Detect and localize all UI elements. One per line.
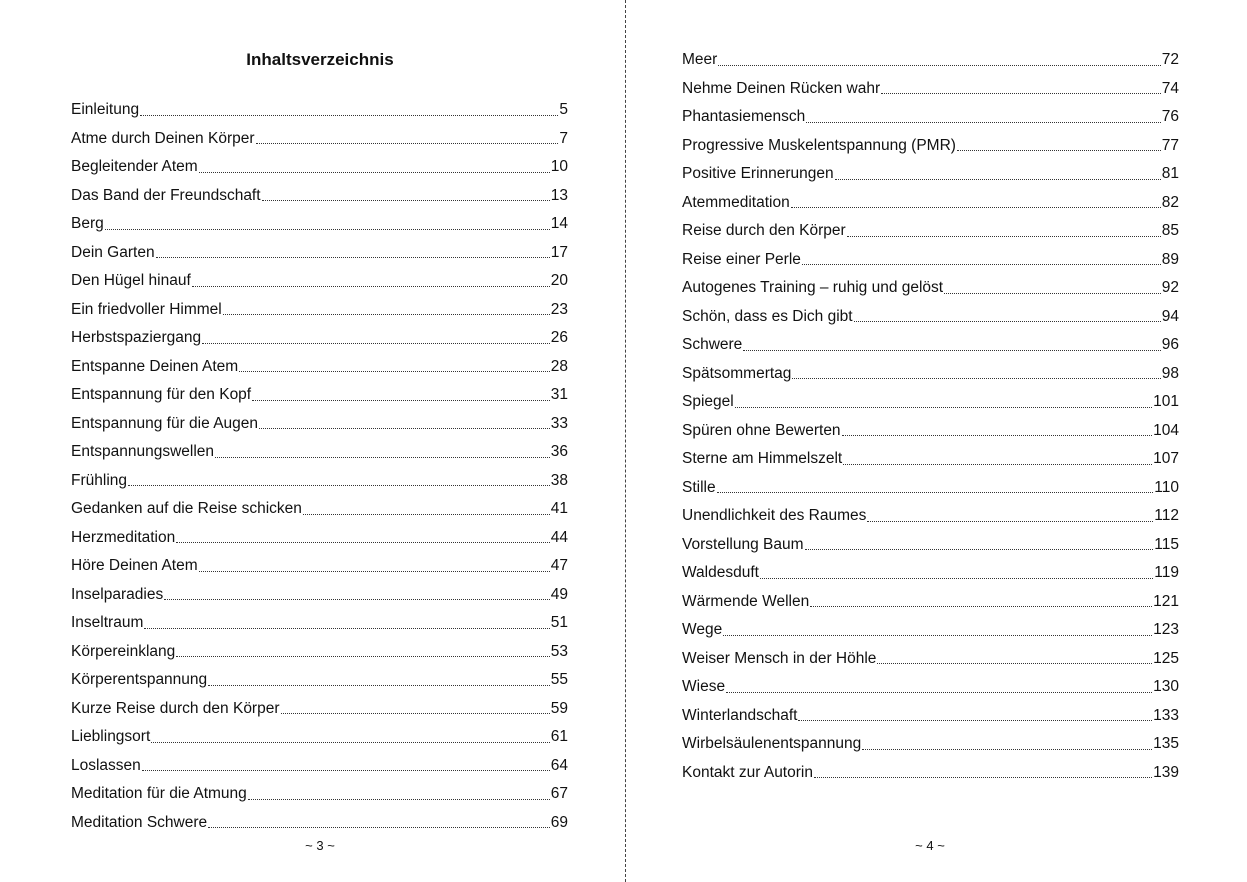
toc-entry-title: Atemmeditation xyxy=(682,193,790,211)
dot-leader xyxy=(944,293,1161,294)
toc-entry-title: Einleitung xyxy=(71,101,140,118)
toc-entry xyxy=(71,96,568,125)
dot-leader xyxy=(843,464,1152,465)
toc-entry-title: Kontakt zur Autorin xyxy=(682,763,813,781)
toc-entry-title: Herbstspaziergang xyxy=(71,329,202,346)
right-page xyxy=(627,0,1247,882)
toc-entry xyxy=(682,331,1179,360)
toc-entry xyxy=(71,125,568,154)
toc-entry-title: Lieblingsort xyxy=(71,728,151,745)
dot-leader xyxy=(262,200,550,201)
toc-entry xyxy=(682,388,1179,417)
dot-leader xyxy=(717,492,1154,493)
toc-entry xyxy=(71,296,568,325)
dot-leader xyxy=(735,407,1152,408)
toc-entry-page: 13 xyxy=(550,186,568,204)
toc-entry-title: Unendlichkeit des Raumes xyxy=(682,507,867,524)
toc-entry-page: 44 xyxy=(550,528,568,546)
toc-entry xyxy=(682,417,1179,446)
toc-entry-title: Ein friedvoller Himmel xyxy=(71,300,222,318)
dot-leader xyxy=(718,65,1160,66)
toc-entry-title: Spiegel xyxy=(682,393,734,410)
toc-entry xyxy=(682,730,1179,759)
toc-entry xyxy=(71,353,568,382)
toc-entry-page: 31 xyxy=(550,386,568,403)
toc-entry-title: Körpereinklang xyxy=(71,642,176,660)
toc-entry-title: Entspannung für den Kopf xyxy=(71,386,252,403)
toc-entry xyxy=(71,467,568,496)
dot-leader xyxy=(792,378,1160,379)
toc-entry-page: 47 xyxy=(550,557,568,574)
page-divider xyxy=(625,0,626,882)
toc-entry xyxy=(71,324,568,353)
toc-entry-title: Waldesduft xyxy=(682,564,759,581)
page-title: Inhaltsverzeichnis xyxy=(246,50,394,69)
toc-entry-title: Meditation Schwere xyxy=(71,813,208,831)
toc-entry xyxy=(682,759,1179,788)
dot-leader xyxy=(248,799,550,800)
toc-entry-title: Positive Erinnerungen xyxy=(682,165,834,182)
dot-leader xyxy=(202,343,550,344)
toc-entry xyxy=(71,809,568,838)
toc-entry xyxy=(682,274,1179,303)
toc-entry-title: Meer xyxy=(682,51,718,68)
dot-leader xyxy=(957,150,1161,151)
dot-leader xyxy=(810,606,1152,607)
toc-entry xyxy=(682,46,1179,75)
toc-entry-page: 23 xyxy=(550,300,568,318)
page-number-footer: ~ 3 ~ xyxy=(305,838,335,853)
toc-entry-page: 82 xyxy=(1161,193,1179,211)
dot-leader xyxy=(176,542,550,543)
toc-entry-page: 28 xyxy=(550,357,568,375)
toc-entry-page: 98 xyxy=(1161,364,1179,382)
toc-entry xyxy=(682,217,1179,246)
toc-entry xyxy=(682,559,1179,588)
dot-leader xyxy=(223,314,550,315)
toc-entry-page: 92 xyxy=(1161,279,1179,296)
dot-leader xyxy=(854,321,1161,322)
toc-entry-page: 38 xyxy=(550,471,568,489)
toc-entry xyxy=(71,638,568,667)
toc-entry xyxy=(71,182,568,211)
toc-entry-page: 89 xyxy=(1161,250,1179,268)
toc-entry-page: 112 xyxy=(1154,507,1179,524)
dot-leader xyxy=(847,236,1161,237)
toc-entry-title: Wiese xyxy=(682,678,726,695)
dot-leader xyxy=(192,286,550,287)
toc-entry xyxy=(682,531,1179,560)
dot-leader xyxy=(867,521,1153,522)
toc-entry-title: Körperentspannung xyxy=(71,671,208,688)
dot-leader xyxy=(805,549,1154,550)
toc-entry xyxy=(682,160,1179,189)
dot-leader xyxy=(877,663,1152,664)
toc-entry xyxy=(682,645,1179,674)
toc-entry-title: Frühling xyxy=(71,471,127,489)
toc-entry-page: 77 xyxy=(1161,136,1179,154)
toc-entry xyxy=(71,752,568,781)
toc-entry-title: Berg xyxy=(71,215,104,232)
toc-entry-page: 135 xyxy=(1153,735,1179,752)
toc-entry-page: 72 xyxy=(1161,51,1179,68)
dot-leader xyxy=(142,770,550,771)
toc-entry-page: 115 xyxy=(1154,535,1179,553)
toc-entry-page: 14 xyxy=(550,215,568,232)
toc-entry-page: 51 xyxy=(550,614,568,631)
toc-entry-page: 104 xyxy=(1153,421,1179,439)
dot-leader xyxy=(726,692,1152,693)
toc-list xyxy=(71,96,568,837)
toc-entry-page: 101 xyxy=(1153,393,1179,410)
toc-entry-page: 53 xyxy=(550,642,568,660)
toc-entry-page: 130 xyxy=(1153,678,1179,695)
toc-entry-title: Nehme Deinen Rücken wahr xyxy=(682,79,881,97)
toc-entry-title: Begleitender Atem xyxy=(71,158,198,175)
toc-entry xyxy=(682,588,1179,617)
toc-entry-title: Atme durch Deinen Körper xyxy=(71,129,255,147)
toc-entry xyxy=(682,673,1179,702)
toc-entry-page: 96 xyxy=(1161,336,1179,353)
dot-leader xyxy=(256,143,559,144)
toc-entry xyxy=(71,780,568,809)
dot-leader xyxy=(881,93,1161,94)
dot-leader xyxy=(723,635,1152,636)
toc-entry-page: 74 xyxy=(1161,79,1179,97)
toc-entry xyxy=(71,381,568,410)
toc-entry-title: Sterne am Himmelszelt xyxy=(682,450,843,467)
dot-leader xyxy=(140,115,558,116)
toc-entry-title: Phantasiemensch xyxy=(682,108,806,125)
toc-entry-title: Schwere xyxy=(682,336,743,353)
toc-entry-title: Herzmeditation xyxy=(71,528,176,546)
toc-entry-title: Progressive Muskelentspannung (PMR) xyxy=(682,136,956,154)
dot-leader xyxy=(156,257,550,258)
toc-entry-title: Weiser Mensch in der Höhle xyxy=(682,649,877,667)
toc-entry xyxy=(71,723,568,752)
toc-entry xyxy=(71,410,568,439)
toc-entry-page: 36 xyxy=(550,443,568,460)
toc-entry-page: 123 xyxy=(1153,621,1179,638)
toc-entry-title: Wirbelsäulenentspannung xyxy=(682,735,862,752)
toc-entry xyxy=(682,360,1179,389)
toc-entry-page: 119 xyxy=(1154,564,1179,581)
toc-entry xyxy=(71,524,568,553)
toc-entry xyxy=(71,438,568,467)
toc-entry xyxy=(71,239,568,268)
toc-entry-page: 76 xyxy=(1161,108,1179,125)
toc-entry-page: 85 xyxy=(1161,222,1179,239)
toc-entry-page: 49 xyxy=(550,585,568,603)
dot-leader xyxy=(835,179,1161,180)
toc-entry-page: 5 xyxy=(559,101,568,118)
toc-entry-page: 125 xyxy=(1153,649,1179,667)
toc-entry xyxy=(682,303,1179,332)
toc-entry-page: 107 xyxy=(1153,450,1179,467)
toc-entry-page: 55 xyxy=(550,671,568,688)
toc-entry-title: Entspanne Deinen Atem xyxy=(71,357,239,375)
toc-entry-page: 10 xyxy=(550,158,568,175)
toc-entry xyxy=(682,616,1179,645)
toc-entry-page: 133 xyxy=(1153,706,1179,724)
toc-entry-title: Kurze Reise durch den Körper xyxy=(71,699,280,717)
dot-leader xyxy=(802,264,1161,265)
dot-leader xyxy=(199,571,550,572)
toc-entry xyxy=(71,581,568,610)
toc-entry-title: Dein Garten xyxy=(71,243,155,261)
page-number-footer: ~ 4 ~ xyxy=(915,838,945,853)
dot-leader xyxy=(208,685,550,686)
toc-entry-page: 26 xyxy=(550,329,568,346)
dot-leader xyxy=(215,457,550,458)
dot-leader xyxy=(252,400,550,401)
dot-leader xyxy=(105,229,550,230)
toc-entry-title: Den Hügel hinauf xyxy=(71,272,191,289)
toc-entry-title: Vorstellung Baum xyxy=(682,535,804,553)
toc-entry-title: Loslassen xyxy=(71,756,141,774)
toc-entry-title: Reise einer Perle xyxy=(682,250,801,268)
dot-leader xyxy=(281,713,550,714)
toc-entry-title: Stille xyxy=(682,478,716,496)
toc-entry-page: 110 xyxy=(1154,478,1179,496)
dot-leader xyxy=(798,720,1152,721)
dot-leader xyxy=(176,656,549,657)
toc-entry-title: Entspannung für die Augen xyxy=(71,414,259,432)
dot-leader xyxy=(303,514,550,515)
toc-entry-title: Inseltraum xyxy=(71,614,144,631)
dot-leader xyxy=(199,172,550,173)
toc-entry xyxy=(71,210,568,239)
toc-entry-title: Reise durch den Körper xyxy=(682,222,846,239)
dot-leader xyxy=(791,207,1161,208)
toc-entry xyxy=(71,153,568,182)
dot-leader xyxy=(239,371,550,372)
toc-entry-title: Schön, dass es Dich gibt xyxy=(682,307,853,325)
toc-entry xyxy=(71,666,568,695)
toc-entry xyxy=(71,695,568,724)
toc-entry xyxy=(682,702,1179,731)
toc-list xyxy=(682,46,1179,787)
toc-entry-page: 61 xyxy=(550,728,568,745)
toc-entry-title: Winterlandschaft xyxy=(682,706,798,724)
toc-entry-page: 81 xyxy=(1161,165,1179,182)
toc-entry-page: 121 xyxy=(1153,592,1179,610)
toc-entry xyxy=(682,502,1179,531)
toc-entry xyxy=(682,75,1179,104)
dot-leader xyxy=(128,485,550,486)
toc-entry xyxy=(682,246,1179,275)
toc-entry xyxy=(71,495,568,524)
toc-entry-page: 41 xyxy=(550,500,568,517)
dot-leader xyxy=(144,628,549,629)
dot-leader xyxy=(760,578,1153,579)
toc-entry xyxy=(71,552,568,581)
toc-entry xyxy=(71,267,568,296)
dot-leader xyxy=(208,827,550,828)
toc-entry xyxy=(682,189,1179,218)
toc-entry-title: Entspannungswellen xyxy=(71,443,215,460)
toc-entry-page: 33 xyxy=(550,414,568,432)
toc-entry xyxy=(682,445,1179,474)
toc-entry xyxy=(682,474,1179,503)
dot-leader xyxy=(259,428,550,429)
toc-entry-page: 139 xyxy=(1153,763,1179,781)
toc-entry-title: Gedanken auf die Reise schicken xyxy=(71,500,302,517)
dot-leader xyxy=(814,777,1152,778)
toc-entry-title: Wege xyxy=(682,621,723,638)
toc-entry xyxy=(71,609,568,638)
toc-entry-page: 59 xyxy=(550,699,568,717)
toc-entry-title: Wärmende Wellen xyxy=(682,592,810,610)
toc-entry-title: Das Band der Freundschaft xyxy=(71,186,261,204)
toc-entry-page: 69 xyxy=(550,813,568,831)
toc-entry-title: Spüren ohne Bewerten xyxy=(682,421,841,439)
dot-leader xyxy=(806,122,1161,123)
dot-leader xyxy=(151,742,549,743)
dot-leader xyxy=(164,599,550,600)
dot-leader xyxy=(743,350,1160,351)
toc-entry-page: 7 xyxy=(559,129,568,147)
toc-entry-page: 20 xyxy=(550,272,568,289)
dot-leader xyxy=(842,435,1153,436)
toc-entry-page: 17 xyxy=(550,243,568,261)
toc-entry-page: 67 xyxy=(550,785,568,802)
toc-entry-title: Spätsommertag xyxy=(682,364,792,382)
toc-entry-title: Inselparadies xyxy=(71,585,164,603)
toc-entry-title: Meditation für die Atmung xyxy=(71,785,247,802)
toc-entry xyxy=(682,132,1179,161)
toc-entry-page: 64 xyxy=(550,756,568,774)
toc-entry-title: Autogenes Training – ruhig und gelöst xyxy=(682,279,944,296)
toc-entry-page: 94 xyxy=(1161,307,1179,325)
dot-leader xyxy=(862,749,1152,750)
toc-entry xyxy=(682,103,1179,132)
toc-entry-title: Höre Deinen Atem xyxy=(71,557,198,574)
